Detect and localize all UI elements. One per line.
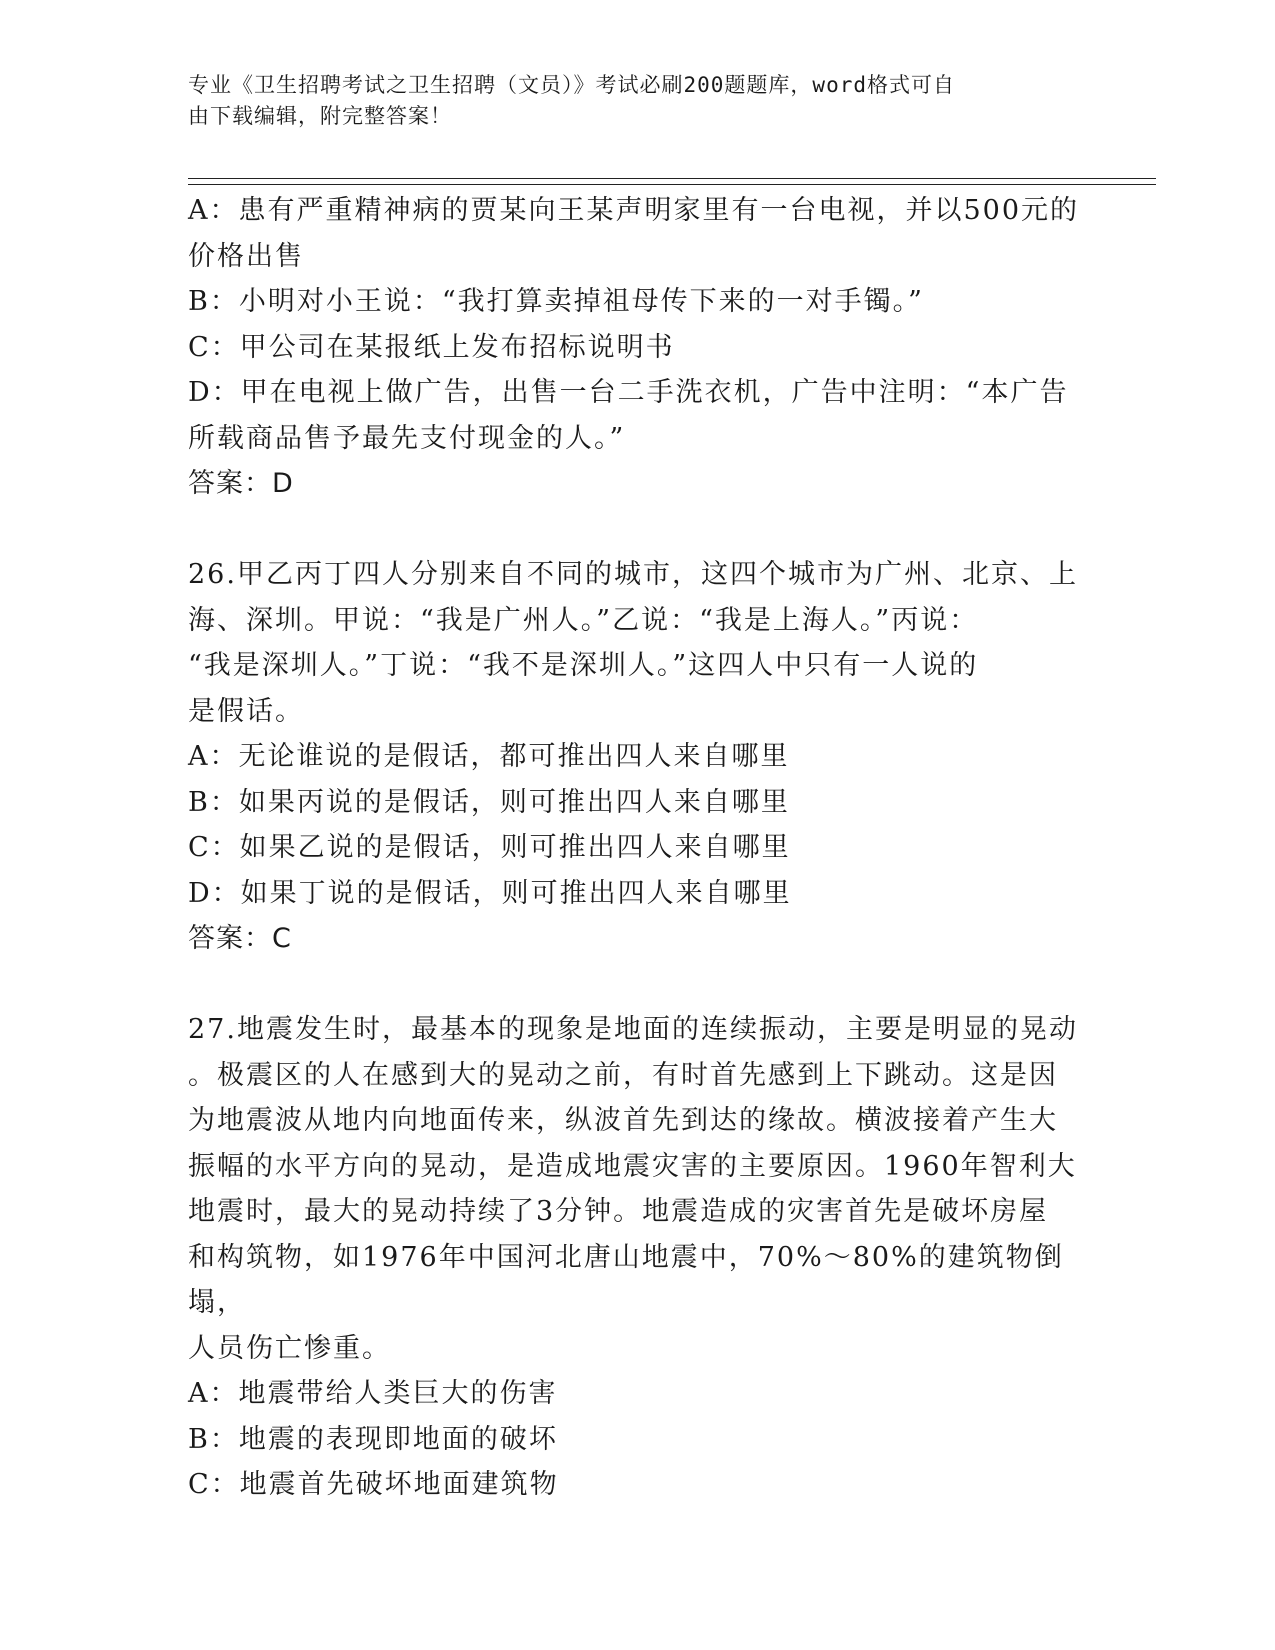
question-stem: 海、深圳。甲说：“我是广州人。”乙说：“我是上海人。”丙说： — [188, 604, 979, 636]
question-stem: 是假话。 — [188, 695, 304, 727]
question-25-options — [188, 188, 1088, 507]
question-stem: 人员伤亡惨重。 — [188, 1332, 391, 1364]
document-header — [188, 70, 1088, 132]
spacer — [188, 962, 1088, 1008]
option-b: B：如果丙说的是假话，则可推出四人来自哪里 — [188, 786, 790, 818]
option-c: C：如果乙说的是假话，则可推出四人来自哪里 — [188, 832, 791, 863]
answer: 答案：D — [188, 468, 294, 499]
header-line-2: 由下载编辑，附完整答案！ — [188, 104, 452, 128]
question-stem: 和构筑物，如1976年中国河北唐山地震中，70%～80%的建筑物倒塌， — [188, 1241, 1064, 1318]
answer: 答案：C — [188, 923, 292, 954]
option-d: D：如果丁说的是假话，则可推出四人来自哪里 — [188, 877, 792, 909]
document-body — [188, 188, 1088, 1508]
question-stem: “我是深圳人。”丁说：“我不是深圳人。”这四人中只有一人说的 — [188, 650, 979, 681]
spacer — [188, 507, 1088, 553]
question-stem: 振幅的水平方向的晃动，是造成地震灾害的主要原因。1960年智利大 — [188, 1150, 1077, 1182]
option-a: A：患有严重精神病的贾某向王某声明家里有一台电视，并以500元的 — [188, 195, 1080, 226]
header-divider-top — [188, 178, 1156, 179]
question-stem: 。极震区的人在感到大的晃动之前，有时首先感到上下跳动。这是因 — [188, 1059, 1058, 1091]
question-27 — [188, 1007, 1088, 1508]
option-a: A：地震带给人类巨大的伤害 — [188, 1378, 558, 1409]
option-a: A：无论谁说的是假话，都可推出四人来自哪里 — [188, 741, 790, 772]
option-b: B：小明对小王说：“我打算卖掉祖母传下来的一对手镯。” — [188, 286, 924, 317]
question-stem: 为地震波从地内向地面传来，纵波首先到达的缘故。横波接着产生大 — [188, 1105, 1058, 1136]
option-d-continued: 所载商品售予最先支付现金的人。” — [188, 422, 626, 454]
option-d: D：甲在电视上做广告，出售一台二手洗衣机，广告中注明：“本广告 — [188, 377, 1069, 408]
header-divider-bottom — [188, 184, 1156, 185]
option-a-continued: 价格出售 — [188, 240, 304, 272]
option-c: C：地震首先破坏地面建筑物 — [188, 1469, 559, 1500]
question-stem: 27.地震发生时，最基本的现象是地面的连续振动，主要是明显的晃动 — [188, 1014, 1078, 1045]
option-c: C：甲公司在某报纸上发布招标说明书 — [188, 331, 675, 363]
option-b: B：地震的表现即地面的破坏 — [188, 1423, 558, 1455]
question-26 — [188, 552, 1088, 962]
header-line-1: 专业《卫生招聘考试之卫生招聘（文员）》考试必刷200题题库，word格式可自 — [188, 73, 955, 97]
question-stem: 地震时，最大的晃动持续了3分钟。地震造成的灾害首先是破坏房屋 — [188, 1196, 1049, 1227]
question-stem: 26.甲乙丙丁四人分别来自不同的城市，这四个城市为广州、北京、上 — [188, 559, 1078, 590]
